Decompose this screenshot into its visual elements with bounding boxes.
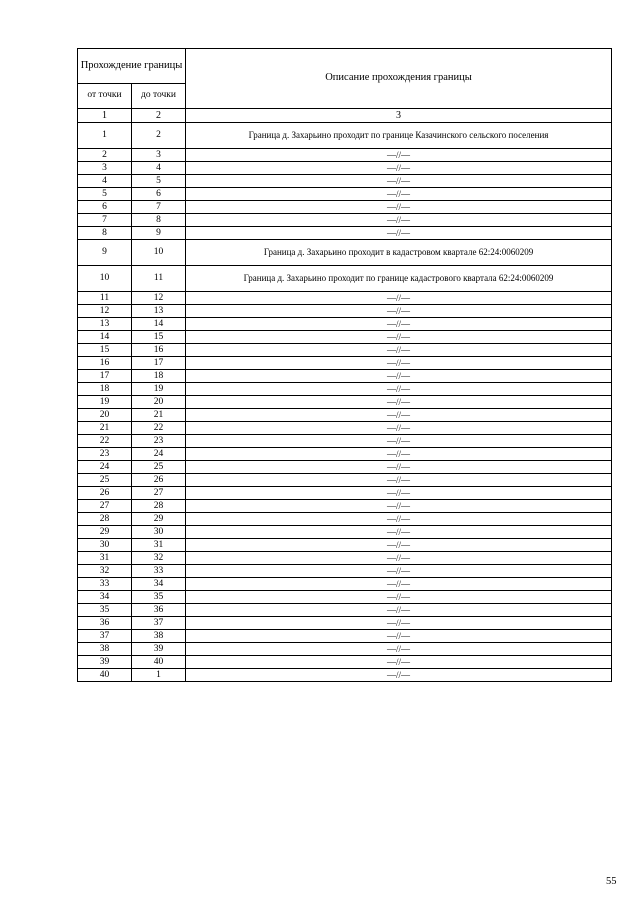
row-description: Граница д. Захарьино проходит по границе кадастрового квартала 62:24:0060209	[186, 266, 612, 292]
table-row	[78, 227, 612, 240]
table-row	[78, 604, 612, 617]
row-from-point: 1	[78, 123, 132, 149]
row-to-point: 9	[132, 227, 186, 240]
column-number-3: 3	[186, 109, 612, 123]
header-to-point: до точки	[132, 84, 186, 109]
row-to-point: 17	[132, 357, 186, 370]
table-row	[78, 201, 612, 214]
row-to-point: 35	[132, 591, 186, 604]
row-description: —//—	[186, 565, 612, 578]
row-from-point: 10	[78, 266, 132, 292]
table-row	[78, 487, 612, 500]
table-row	[78, 656, 612, 669]
row-description: —//—	[186, 448, 612, 461]
row-from-point: 37	[78, 630, 132, 643]
row-from-point: 18	[78, 383, 132, 396]
table-row	[78, 669, 612, 682]
row-to-point: 27	[132, 487, 186, 500]
row-description: —//—	[186, 656, 612, 669]
row-from-point: 20	[78, 409, 132, 422]
table-row	[78, 500, 612, 513]
row-from-point: 4	[78, 175, 132, 188]
row-description: Граница д. Захарьино проходит в кадастровом квартале 62:24:0060209	[186, 240, 612, 266]
row-to-point: 10	[132, 240, 186, 266]
table-row	[78, 435, 612, 448]
row-to-point: 24	[132, 448, 186, 461]
row-from-point: 39	[78, 656, 132, 669]
row-to-point: 19	[132, 383, 186, 396]
row-description: —//—	[186, 175, 612, 188]
row-from-point: 29	[78, 526, 132, 539]
table-row	[78, 552, 612, 565]
row-description: —//—	[186, 305, 612, 318]
row-to-point: 23	[132, 435, 186, 448]
row-to-point: 28	[132, 500, 186, 513]
table-row	[78, 344, 612, 357]
page-number: 55	[606, 876, 617, 887]
row-to-point: 3	[132, 149, 186, 162]
table-row	[78, 240, 612, 266]
row-description: —//—	[186, 331, 612, 344]
row-description: —//—	[186, 201, 612, 214]
row-description: Граница д. Захарьино проходит по границе Казачинского сельского поселения	[186, 123, 612, 149]
row-to-point: 18	[132, 370, 186, 383]
row-from-point: 21	[78, 422, 132, 435]
table-row	[78, 292, 612, 305]
table-row	[78, 214, 612, 227]
row-from-point: 30	[78, 539, 132, 552]
table-row	[78, 630, 612, 643]
row-to-point: 22	[132, 422, 186, 435]
row-from-point: 8	[78, 227, 132, 240]
row-from-point: 16	[78, 357, 132, 370]
row-description: —//—	[186, 344, 612, 357]
table-row	[78, 617, 612, 630]
table-row	[78, 357, 612, 370]
row-description: —//—	[186, 630, 612, 643]
table-row	[78, 539, 612, 552]
row-description: —//—	[186, 552, 612, 565]
row-from-point: 25	[78, 474, 132, 487]
row-to-point: 31	[132, 539, 186, 552]
boundary-table	[77, 48, 612, 682]
row-description: —//—	[186, 604, 612, 617]
row-to-point: 1	[132, 669, 186, 682]
row-description: —//—	[186, 214, 612, 227]
table-row	[78, 461, 612, 474]
table-row	[78, 383, 612, 396]
row-description: —//—	[186, 422, 612, 435]
table-body	[78, 123, 612, 682]
table-row	[78, 474, 612, 487]
row-description: —//—	[186, 513, 612, 526]
row-description: —//—	[186, 461, 612, 474]
row-from-point: 34	[78, 591, 132, 604]
row-from-point: 9	[78, 240, 132, 266]
row-to-point: 29	[132, 513, 186, 526]
row-from-point: 6	[78, 201, 132, 214]
row-description: —//—	[186, 370, 612, 383]
table-row	[78, 591, 612, 604]
row-to-point: 8	[132, 214, 186, 227]
row-from-point: 35	[78, 604, 132, 617]
row-description: —//—	[186, 357, 612, 370]
table-row	[78, 409, 612, 422]
row-from-point: 7	[78, 214, 132, 227]
row-description: —//—	[186, 188, 612, 201]
row-from-point: 38	[78, 643, 132, 656]
row-description: —//—	[186, 149, 612, 162]
row-description: —//—	[186, 578, 612, 591]
row-from-point: 17	[78, 370, 132, 383]
table-row	[78, 565, 612, 578]
row-to-point: 25	[132, 461, 186, 474]
row-description: —//—	[186, 487, 612, 500]
row-to-point: 7	[132, 201, 186, 214]
row-from-point: 32	[78, 565, 132, 578]
row-description: —//—	[186, 539, 612, 552]
row-to-point: 21	[132, 409, 186, 422]
row-to-point: 11	[132, 266, 186, 292]
row-description: —//—	[186, 409, 612, 422]
row-from-point: 22	[78, 435, 132, 448]
table-row	[78, 123, 612, 149]
row-to-point: 30	[132, 526, 186, 539]
table-row	[78, 526, 612, 539]
row-to-point: 12	[132, 292, 186, 305]
table-row	[78, 578, 612, 591]
row-from-point: 12	[78, 305, 132, 318]
row-to-point: 32	[132, 552, 186, 565]
table-row	[78, 513, 612, 526]
row-to-point: 13	[132, 305, 186, 318]
row-from-point: 40	[78, 669, 132, 682]
row-to-point: 14	[132, 318, 186, 331]
table-row	[78, 448, 612, 461]
row-from-point: 14	[78, 331, 132, 344]
row-description: —//—	[186, 396, 612, 409]
row-to-point: 6	[132, 188, 186, 201]
row-to-point: 40	[132, 656, 186, 669]
row-from-point: 33	[78, 578, 132, 591]
row-from-point: 5	[78, 188, 132, 201]
table-row	[78, 188, 612, 201]
row-from-point: 11	[78, 292, 132, 305]
column-number-2: 2	[132, 109, 186, 123]
row-description: —//—	[186, 617, 612, 630]
table-row	[78, 318, 612, 331]
table-row	[78, 305, 612, 318]
row-to-point: 26	[132, 474, 186, 487]
row-to-point: 2	[132, 123, 186, 149]
row-to-point: 4	[132, 162, 186, 175]
table-row	[78, 422, 612, 435]
row-description: —//—	[186, 292, 612, 305]
table-row	[78, 643, 612, 656]
table-row	[78, 396, 612, 409]
row-to-point: 20	[132, 396, 186, 409]
row-from-point: 2	[78, 149, 132, 162]
table-row	[78, 162, 612, 175]
row-to-point: 16	[132, 344, 186, 357]
row-to-point: 5	[132, 175, 186, 188]
row-description: —//—	[186, 383, 612, 396]
row-from-point: 31	[78, 552, 132, 565]
table-row	[78, 370, 612, 383]
header-passage: Прохождение границы	[78, 49, 186, 84]
table-row	[78, 266, 612, 292]
row-to-point: 36	[132, 604, 186, 617]
row-from-point: 19	[78, 396, 132, 409]
row-from-point: 26	[78, 487, 132, 500]
row-to-point: 38	[132, 630, 186, 643]
row-to-point: 34	[132, 578, 186, 591]
row-description: —//—	[186, 591, 612, 604]
table-row	[78, 175, 612, 188]
row-description: —//—	[186, 669, 612, 682]
row-to-point: 15	[132, 331, 186, 344]
header-from-point: от точки	[78, 84, 132, 109]
row-description: —//—	[186, 162, 612, 175]
row-description: —//—	[186, 500, 612, 513]
row-from-point: 28	[78, 513, 132, 526]
column-number-1: 1	[78, 109, 132, 123]
row-description: —//—	[186, 318, 612, 331]
header-description: Описание прохождения границы	[186, 49, 612, 109]
row-to-point: 37	[132, 617, 186, 630]
row-to-point: 39	[132, 643, 186, 656]
row-description: —//—	[186, 643, 612, 656]
table-row	[78, 149, 612, 162]
row-from-point: 3	[78, 162, 132, 175]
row-description: —//—	[186, 435, 612, 448]
row-from-point: 27	[78, 500, 132, 513]
table-row	[78, 331, 612, 344]
row-from-point: 13	[78, 318, 132, 331]
row-from-point: 36	[78, 617, 132, 630]
row-from-point: 15	[78, 344, 132, 357]
row-description: —//—	[186, 474, 612, 487]
row-description: —//—	[186, 526, 612, 539]
row-to-point: 33	[132, 565, 186, 578]
row-description: —//—	[186, 227, 612, 240]
row-from-point: 24	[78, 461, 132, 474]
row-from-point: 23	[78, 448, 132, 461]
